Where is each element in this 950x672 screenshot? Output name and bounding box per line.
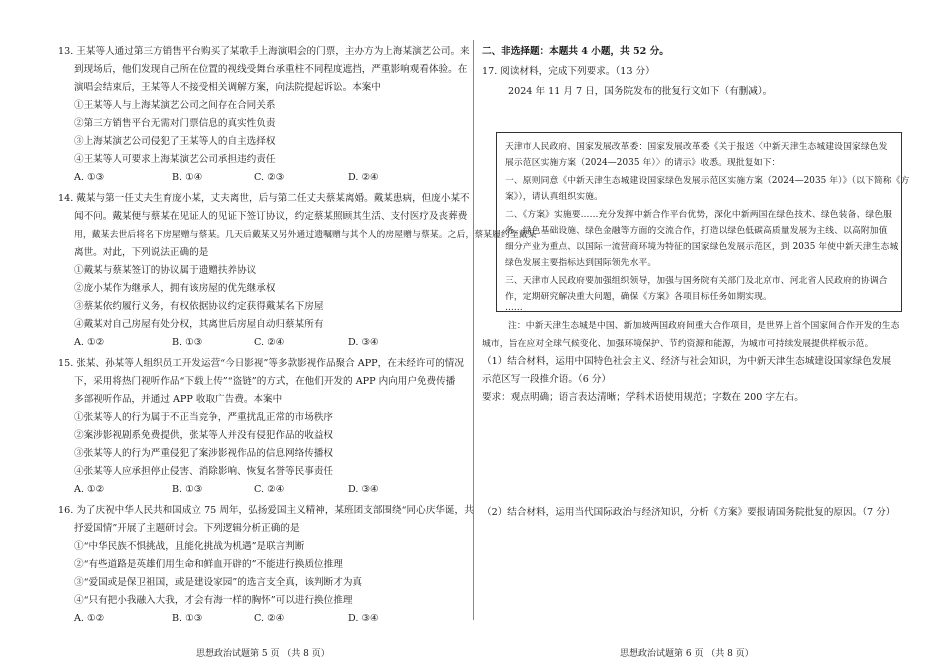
page-footer-right: 思想政治试题第 6 页 （共 8 页） [620, 649, 754, 659]
material-box [496, 132, 910, 313]
q14-choice-c: C. ②④ [254, 337, 285, 348]
q14-line: 离世。对此，下列说法正确的是 [74, 247, 209, 258]
q13-line: 13. 王某等人通过第三方销售平台购买了某歌手上海演唱会的门票，主办方为上海某演艺公司。来 [58, 46, 470, 57]
material-line: 细分产业为重点、以国际一流营商环境为特征的国家绿色发展示范区，到 2035 年使中新天津生态城 [505, 242, 899, 252]
q16-option-statement: ③“爱国或是保卫祖国，或是建设家园”的选言支全真，该判断才为真 [74, 577, 363, 588]
q15-choice-c: C. ②④ [254, 484, 285, 495]
q16-option-statement: ④“只有把小我融入大我，才会有海一样的胸怀”可以进行换位推理 [74, 595, 353, 606]
q13-line: 到现场后，他们发现自己所在位置的视线受舞台承重柱不同程度遮挡，严重影响观看体验。在 [74, 64, 468, 75]
note-line: 注：中新天津生态城是中国、新加坡两国政府间重大合作项目，是世界上首个国家间合作开发的生态 [508, 321, 900, 331]
material-line: 展示范区实施方案（2024—2035 年）〉的请示》收悉。现批复如下： [505, 158, 781, 168]
q15-line: 15. 张某、孙某等人组织员工开发运营“今日影视”等多款影视作品聚合 APP，在未经许可的情况 [58, 358, 464, 369]
q13-option-statement: ①王某等人与上海某演艺公司之间存在合同关系 [74, 100, 276, 111]
q16-choice-d: D. ③④ [348, 613, 379, 624]
q15-option-statement: ③张某等人的行为严重侵犯了案涉影视作品的信息网络传播权 [74, 448, 334, 459]
left-page [58, 0, 537, 672]
column-divider [473, 40, 474, 620]
q15-option-statement: ①张某等人的行为属于不正当竞争，严重扰乱正常的市场秩序 [74, 412, 334, 423]
q17-intro: 17. 阅读材料，完成下列要求。（13 分） [482, 66, 655, 77]
q15-line: 多部视听作品，并通过 APP 收取广告费。本案中 [74, 394, 283, 405]
note-line: 城市，旨在应对全球气候变化、加强环境保护、节约资源和能源，为城市可持续发展提供样板示范。 [482, 339, 874, 349]
material-line: 三、天津市人民政府要加强组织领导，加强与国务院有关部门及北京市、河北省人民政府的协调合 [505, 276, 888, 286]
q14-line: 闻不问。戴某便与蔡某在见证人的见证下签订协议，约定蔡某照顾其生活、支付医疗及丧葬费 [74, 211, 468, 222]
q17-date-line: 2024 年 11 月 7 日，国务院发布的批复行文如下（有删减）。 [508, 86, 773, 97]
q13-option-statement: ③上海某演艺公司侵犯了王某等人的自主选择权 [74, 136, 276, 147]
q14-option-statement: ①戴某与蔡某签订的协议属于遗赠扶养协议 [74, 265, 257, 276]
q13-choice-c: C. ②③ [254, 172, 285, 183]
q13-choice-a: A. ①③ [74, 172, 105, 183]
q16-choice-c: C. ②④ [254, 613, 285, 624]
q14-line: 用，戴某去世后将名下房屋赠与蔡某。几天后戴某又另外通过遗嘱赠与其个人的房屋赠与蔡某。之后，蔡某履约至戴某 [74, 230, 537, 240]
q15-choice-a: A. ①② [74, 484, 105, 495]
material-line: 天津市人民政府、国家发展改革委：国家发展改革委《关于报送〈中新天津生态城建设国家绿色发 [505, 142, 888, 152]
q13-option-statement: ②第三方销售平台无需对门票信息的真实性负责 [74, 118, 276, 129]
q15-line: 下，采用将热门视听作品“下载上传”“盗链”的方式，在他们开发的 APP 内向用户免费传播 [74, 376, 456, 387]
q13-choice-b: B. ①④ [172, 172, 203, 183]
q14-option-statement: ④戴某对自己房屋有处分权，其离世后房屋自动归蔡某所有 [74, 319, 324, 330]
q14-choice-b: B. ①③ [172, 337, 203, 348]
section-heading: 二、非选择题：本题共 4 小题，共 52 分。 [482, 46, 669, 57]
q16-line: 抒爱国情”开展了主题研讨会。下列逻辑分析正确的是 [74, 523, 300, 534]
q14-choice-d: D. ③④ [348, 337, 379, 348]
q15-choice-b: B. ①③ [172, 484, 203, 495]
q17-part1-line: 示范区写一段推介语。（6 分） [482, 374, 612, 385]
q13-line: 演唱会结束后，王某等人不接受相关调解方案，向法院提起诉讼。本案中 [74, 82, 381, 93]
q17-part1-requirement: 要求：观点明确；语言表达清晰；学科术语使用规范；字数在 200 字左右。 [482, 392, 804, 403]
q15-option-statement: ④张某等人应承担停止侵害、消除影响、恢复名誉等民事责任 [74, 466, 334, 477]
material-line: 二、《方案》实施要……充分发挥中新合作平台优势，深化中新两国在绿色技术、绿色装备、绿色服 [505, 210, 893, 220]
q14-option-statement: ③蔡某依约履行义务，有权依据协议约定获得戴某名下房屋 [74, 301, 324, 312]
material-line: 一、原则同意《中新天津生态城建设国家绿色发展示范区实施方案（2024—2035 年）》（以下简称《方 [505, 176, 910, 186]
material-ellipsis: …… [505, 303, 523, 313]
right-page [482, 0, 900, 672]
material-line: 案》），请认真组织实施。 [505, 192, 603, 202]
q16-choice-b: B. ①③ [172, 613, 203, 624]
q15-option-statement: ②案涉影视剧系免费提供，张某等人并没有侵犯作品的收益权 [74, 430, 334, 441]
q16-line: 16. 为了庆祝中华人民共和国成立 75 周年，弘扬爱国主义精神，某班团支部围绕“同心庆华诞，共 [58, 505, 474, 516]
q15-choice-d: D. ③④ [348, 484, 379, 495]
q14-choice-a: A. ①② [74, 337, 105, 348]
q16-option-statement: ①“中华民族不惧挑战，且能化挑战为机遇”是联言判断 [74, 541, 305, 552]
material-line: 作，定期研究解决重大问题，确保《方案》各项目标任务如期实现。 [505, 292, 772, 302]
page-footer-left: 思想政治试题第 5 页 （共 8 页） [196, 649, 330, 659]
q14-line: 14. 戴某与第一任丈夫生育庞小某，丈夫离世，后与第二任丈夫蔡某离婚。戴某患病，但庞小某不 [58, 193, 470, 204]
q16-choice-a: A. ①② [74, 613, 105, 624]
q16-option-statement: ②“有些道路是英雄们用生命和鲜血开辟的”不能进行换质位推理 [74, 559, 343, 570]
q17-part1-line: （1）结合材料，运用中国特色社会主义、经济与社会知识，为中新天津生态城建设国家绿色发展 [482, 356, 892, 367]
material-line: 务、绿色基础设施、绿色金融等方面的交流合作，打造以绿色低碳高质量发展为主线、以高附加值 [505, 226, 888, 236]
q14-option-statement: ②庞小某作为继承人，拥有该房屋的优先继承权 [74, 283, 276, 294]
q13-option-statement: ④王某等人可要求上海某演艺公司承担违约责任 [74, 154, 276, 165]
material-line: 绿色发展主要指标达到国际领先水平。 [505, 258, 657, 268]
q17-part2-line: （2）结合材料，运用当代国际政治与经济知识，分析《方案》要报请国务院批复的原因。（7 分） [482, 507, 896, 518]
q13-choice-d: D. ②④ [348, 172, 379, 183]
